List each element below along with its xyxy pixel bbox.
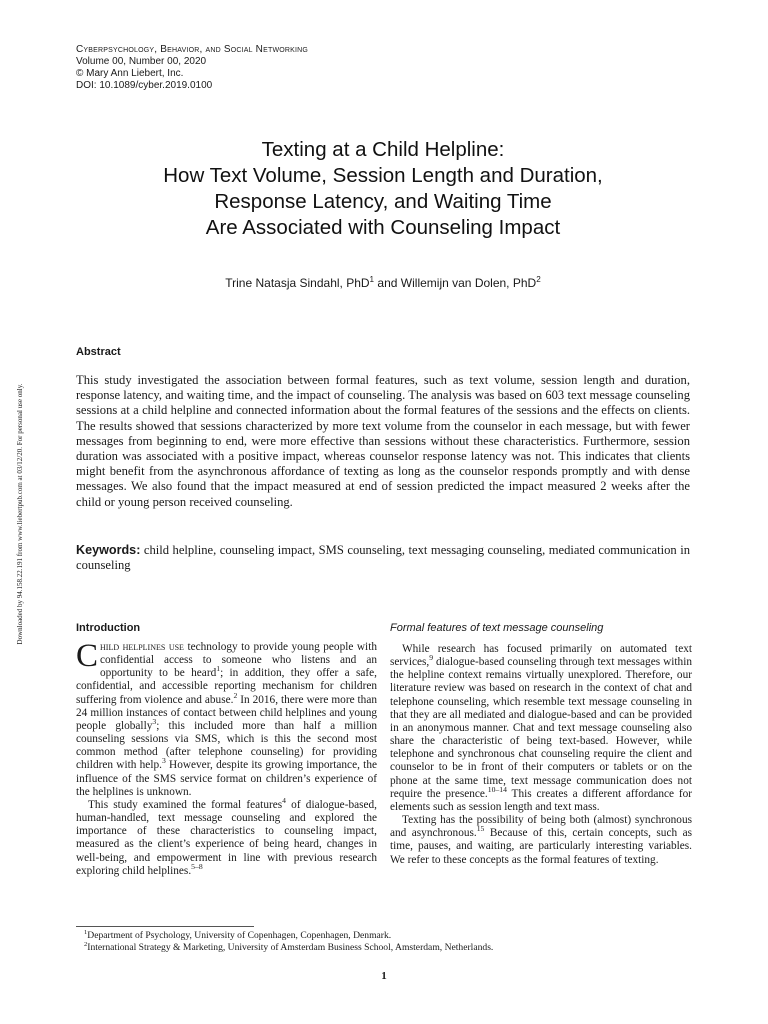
formal-text: While research has focused primarily on automated text services, <box>390 643 692 669</box>
intro-text: However, despite its growing importance, the influence of the SMS service format on children’s experience of the helplines is unknown. <box>76 759 377 798</box>
footnote-divider <box>76 926 254 927</box>
download-sidebar <box>16 344 28 684</box>
author-conjunction: and <box>374 276 401 290</box>
keywords-label: Keywords: <box>76 543 141 557</box>
journal-header <box>76 44 308 92</box>
formal-text: dialogue-based counseling through text messages within the helpline context remains virtually unexplored. Therefore, our literature review was based on research in the context of chat and telephone counseling, which resemble text message counseling in that they are all mediated and dialogue-based and can be provided in an anonymous manner. Chat and text message counseling also share the characteristic of being text-based. However, while telephone and synchronous chat counseling require the client and counselor to be in front of their computers or tablets or on the phone at the same time, text message communication does not require the presence. <box>390 656 692 800</box>
footnote-1 <box>84 930 493 942</box>
page-number: 1 <box>381 970 387 982</box>
footnote-text: International Strategy & Marketing, University of Amsterdam Business School, Amsterdam, Netherlands. <box>87 941 494 953</box>
abstract-heading: Abstract <box>76 346 121 358</box>
intro-paragraph-2 <box>76 796 377 878</box>
citation: 15 <box>476 824 485 834</box>
journal-volume: Volume 00, Number 00, 2020 <box>76 56 207 67</box>
intro-text: ; this included more than half a million counseling sessions via SMS, which is this the second most common method (after telephone counseling) for providing children with help. <box>76 719 377 772</box>
formal-text: Texting has the possibility of being both (almost) synchronous and asynchronous. <box>390 814 692 840</box>
footnote-2 <box>84 942 493 954</box>
title-line-4: Are Associated with Counseling Impact <box>205 216 561 239</box>
author-1: Trine Natasja Sindahl, PhD <box>225 276 370 290</box>
keywords-text: child helpline, counseling impact, SMS counseling, text messaging counseling, mediated communication in counseling <box>76 543 690 573</box>
download-notice: Downloaded by 94.158.22.191 from www.liebertpub.com at 03/12/20. For personal use only. <box>16 383 24 645</box>
citation: 1 <box>216 664 221 674</box>
citation: 5–8 <box>191 861 203 871</box>
intro-text: This study examined the formal features <box>88 798 283 811</box>
intro-text: ; in addition, they offer a safe, confidential, and accessible reporting mechanism for children suffering from violence and abuse. <box>76 667 377 706</box>
abstract-text: This study investigated the association between formal features, such as text volume, session length and duration, response latency, and waiting time, and the impact of counseling. The analysis was based on 603 text message counseling sessions at a child helpline and connected information about the formal features of the sessions and the effects on clients. The results showed that sessions characterized by more text volume from the counselor in each message, but with fewer messages from beginning to end, were more effective than sessions without these characteristics. Furthermore, session duration was associated with a positive impact, whereas counselor response latency was not. This indicates that clients might benefit from the asynchronous affordance of texting as long as the counselor responds promptly and with dense messages. We also found that the impact measured at end of session predicted the impact measured 2 weeks after the child or young person received counseling. <box>76 373 690 509</box>
title-line-2: How Text Volume, Session Length and Duration, <box>163 164 603 187</box>
journal-copyright: © Mary Ann Liebert, Inc. <box>76 68 184 79</box>
formal-text: This creates a different affordance for elements such as session length and text mass. <box>390 787 692 813</box>
citation: 2 <box>233 690 238 700</box>
author-list <box>60 276 706 290</box>
journal-doi: DOI: 10.1089/cyber.2019.0100 <box>76 80 213 91</box>
keywords <box>76 543 690 573</box>
author-2-affil: 2 <box>536 275 541 284</box>
drop-cap: C <box>76 638 99 674</box>
intro-text: technology to provide young people with confidential access to someone who listens and an opportunity to be heard <box>100 641 377 680</box>
title-line-1: Texting at a Child Helpline: <box>261 138 505 161</box>
formal-features-heading: Formal features of text message counseling <box>390 622 604 634</box>
author-2: Willemijn van Dolen, PhD <box>400 276 537 290</box>
citation: 10–14 <box>487 784 507 794</box>
citation: 4 <box>282 796 286 806</box>
footnote-text: Department of Psychology, University of Copenhagen, Copenhagen, Denmark. <box>87 930 392 941</box>
citation: 3 <box>152 717 157 727</box>
intro-paragraph-1 <box>76 638 377 799</box>
paper-title <box>60 137 706 241</box>
introduction-heading: Introduction <box>76 622 141 634</box>
intro-smallcaps: hild helplines use <box>100 641 184 653</box>
title-line-3: Response Latency, and Waiting Time <box>214 190 552 213</box>
footnote-marker: 2 <box>84 940 88 948</box>
journal-name: Cyberpsychology, Behavior, and Social Networking <box>76 44 309 55</box>
formal-paragraph-2 <box>390 814 692 867</box>
intro-text: In 2016, there were more than 24 million instances of contact between child helplines and young people globally <box>76 693 377 732</box>
footnotes <box>84 930 493 953</box>
formal-paragraph-1 <box>390 643 692 814</box>
footnote-marker: 1 <box>84 928 88 936</box>
introduction-column <box>76 638 377 878</box>
intro-text: of dialogue-based, human-handled, text message counseling and explored the importance of these characteristics to counseling impact, measured as the client’s experience of being heard, changes in well-being, and empowerment in line with previous research exploring child helplines. <box>76 798 377 877</box>
formal-features-column <box>390 643 692 867</box>
author-1-affil: 1 <box>369 275 375 284</box>
citation: 3 <box>161 756 166 766</box>
citation: 9 <box>429 653 434 663</box>
formal-text: Because of this, certain concepts, such as time, pauses, and waiting, are particularly interesting variables. We refer to these concepts as the formal features of texting. <box>390 827 692 866</box>
